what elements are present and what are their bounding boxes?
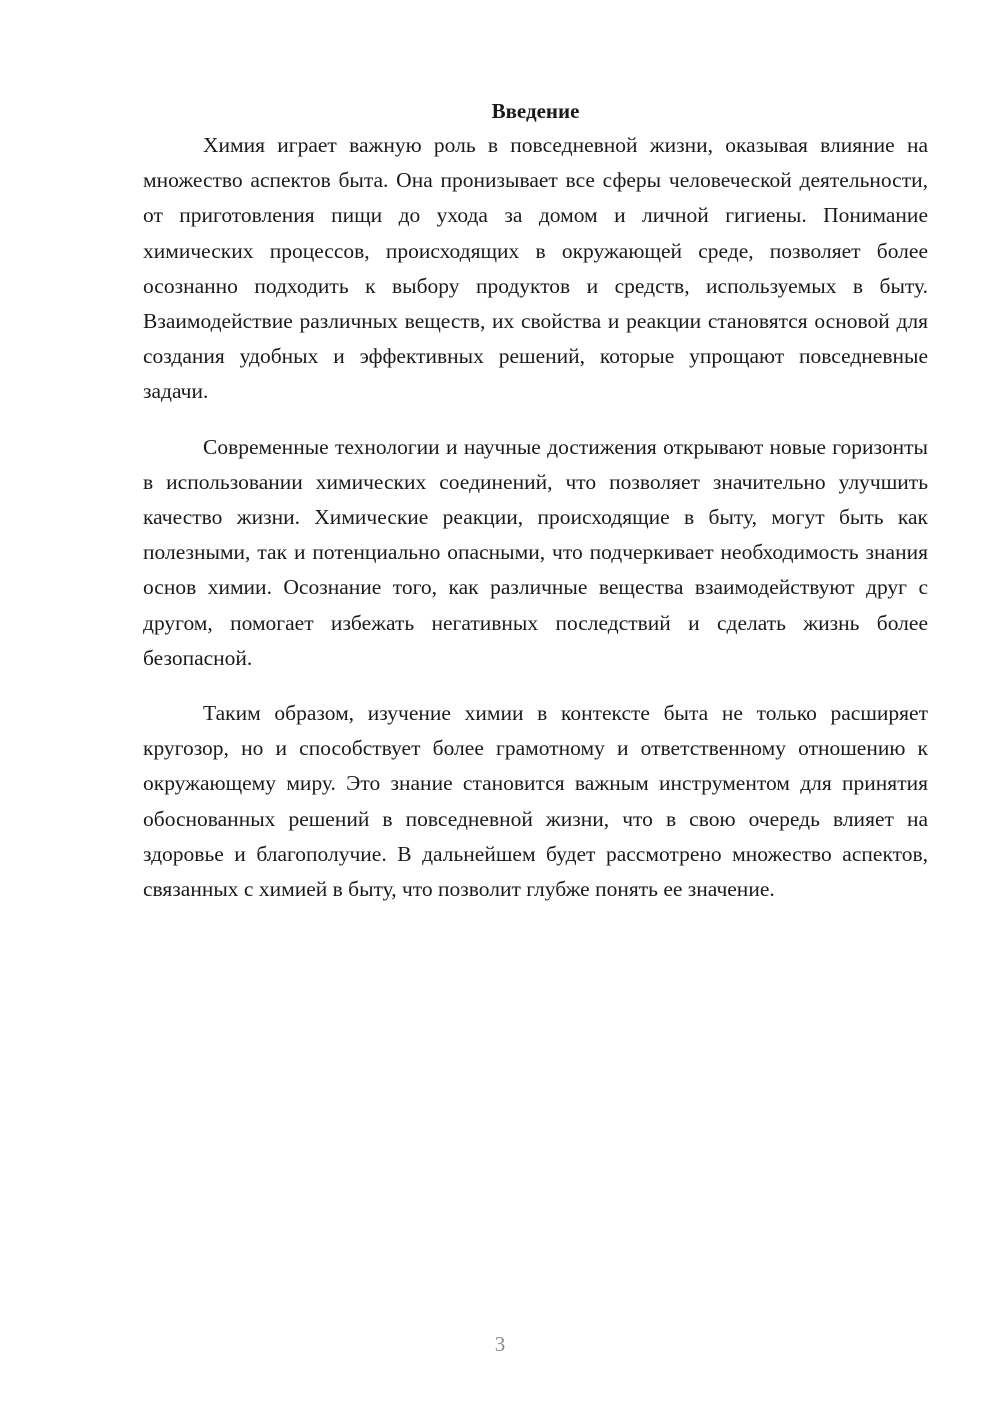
page-number: 3 [494,1332,506,1356]
section-title: Введение [491,99,580,123]
document-body [143,96,928,927]
paragraph-2: Современные технологии и научные достижения открывают новые горизонты в использовании химических соединений, что позволяет значительно улучшить качество жизни. Химические реакции, происходящие в быту, могут быть как полезными, так и потенциально опасными, что подчеркивает необходимость знания основ химии. Осознание того, как различные вещества взаимодействуют друг с другом, помогает избежать негативных последствий и сделать жизнь более безопасной. [143,434,928,670]
paragraph-1: Химия играет важную роль в повседневной жизни, оказывая влияние на множество аспектов быта. Она пронизывает все сферы человеческой деятельности, от приготовления пищи до ухода за домом и личной гигиены. Понимание химических процессов, происходящих в окружающей среде, позволяет более осознанно подходить к выбору продуктов и средств, используемых в быту. Взаимодействие различных веществ, их свойства и реакции становятся основой для создания удобных и эффективных решений, которые упрощают повседневные задачи. [143,133,928,404]
paragraph-3: Таким образом, изучение химии в контексте быта не только расширяет кругозор, но и способствует более грамотному и ответственному отношению к окружающему миру. Это знание становится важным инструментом для принятия обоснованных решений в повседневной жизни, что в свою очередь влияет на здоровье и благополучие. В дальнейшем будет рассмотрено множество аспектов, связанных с химией в быту, что позволит глубже понять ее значение. [143,701,928,902]
